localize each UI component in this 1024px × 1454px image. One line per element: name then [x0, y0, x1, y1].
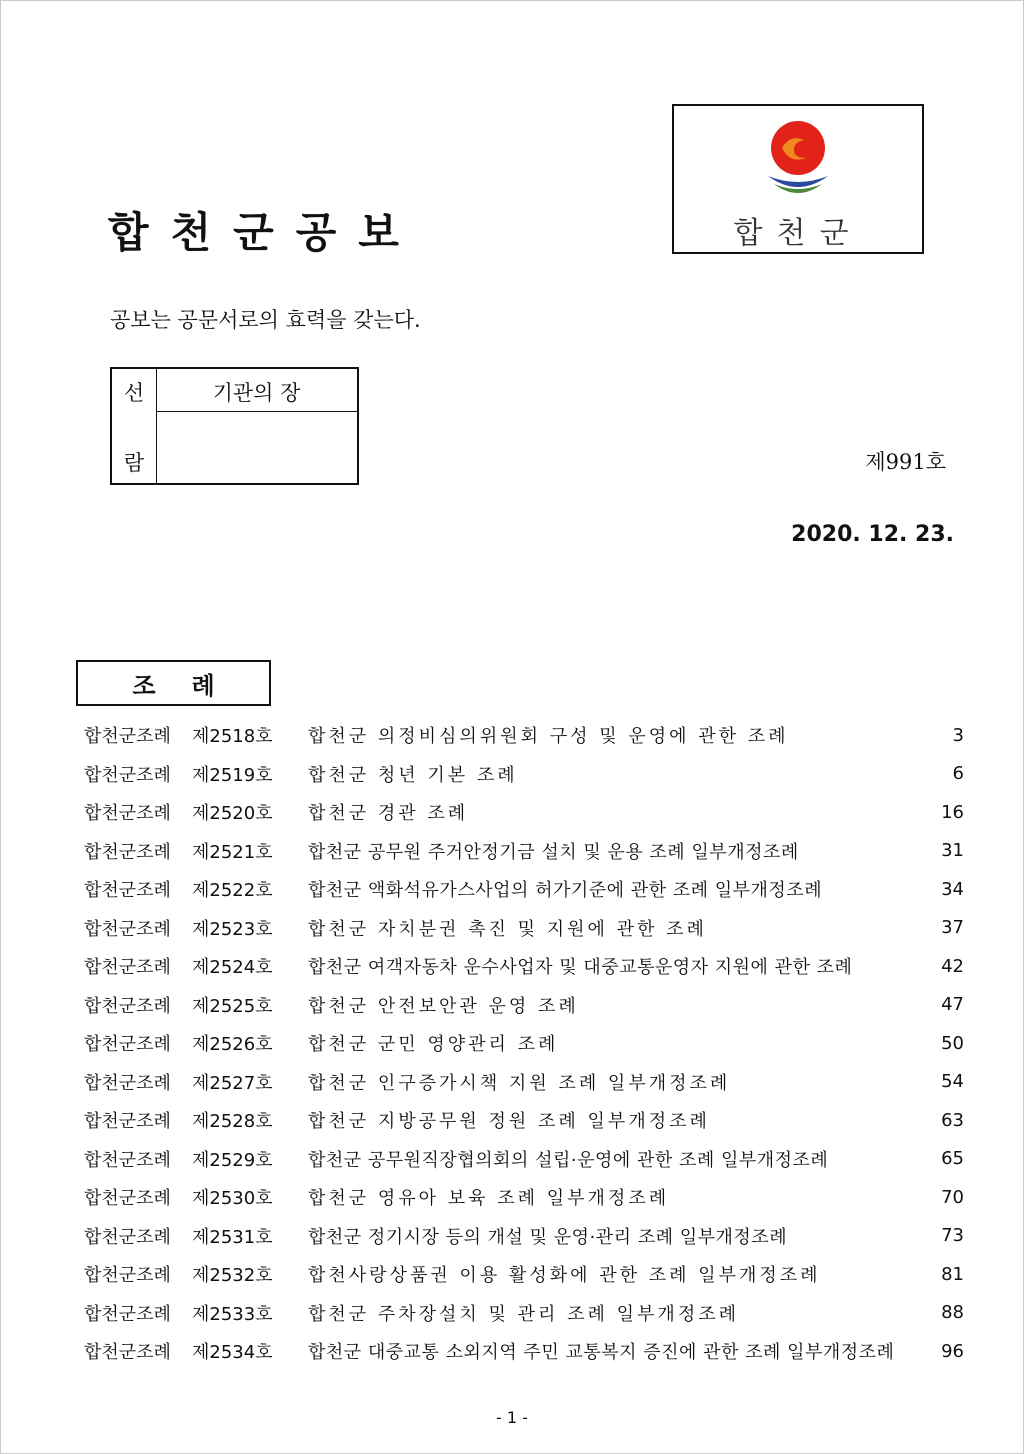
ordinance-number: 제2523호: [192, 918, 273, 940]
ordinance-code: 합천군조례: [84, 726, 171, 748]
page-title: 합천군공보: [108, 208, 421, 257]
ordinance-title: 합천군 영유아 보육 조례 일부개정조례: [308, 1188, 670, 1210]
ordinance-page: 81: [941, 1263, 964, 1285]
ordinance-code: 합천군조례: [84, 1072, 171, 1094]
issue-number: 제991호: [865, 450, 946, 474]
hapcheon-emblem-icon: [760, 118, 836, 198]
ordinance-title: 합천군 청년 기본 조례: [308, 764, 518, 786]
ordinance-number: 제2521호: [192, 841, 273, 863]
ordinance-title: 합천군 공무원 주거안정기금 설치 및 운용 조례 일부개정조례: [308, 841, 799, 863]
review-row-divider: [156, 411, 357, 412]
ordinance-page: 6: [952, 763, 964, 785]
ordinance-title: 합천군 주차장설치 및 관리 조례 일부개정조례: [308, 1303, 739, 1325]
ordinance-number: 제2531호: [192, 1226, 273, 1248]
ordinance-page: 47: [941, 994, 964, 1016]
ordinance-code: 합천군조례: [84, 1188, 171, 1210]
ordinance-page: 63: [941, 1109, 964, 1131]
list-item: [84, 1024, 964, 1063]
ordinance-title: 합천군 여객자동차 운수사업자 및 대중교통운영자 지원에 관한 조례: [308, 957, 853, 979]
list-item: [84, 832, 964, 871]
list-item: [84, 1140, 964, 1179]
list-item: [84, 1101, 964, 1140]
list-item: [84, 870, 964, 909]
ordinance-page: 16: [941, 801, 964, 823]
ordinance-number: 제2527호: [192, 1072, 273, 1094]
ordinance-code: 합천군조례: [84, 1303, 171, 1325]
ordinance-list: [84, 716, 964, 1371]
review-label-top: 선: [123, 381, 145, 405]
ordinance-code: 합천군조례: [84, 1342, 171, 1364]
ordinance-page: 3: [952, 724, 964, 746]
section-heading: 조례: [76, 660, 271, 706]
ordinance-title: 합천군 안전보안관 운영 조례: [308, 995, 579, 1017]
ordinance-page: 37: [941, 917, 964, 939]
ordinance-title: 합천군 군민 영양관리 조례: [308, 1034, 559, 1056]
ordinance-code: 합천군조례: [84, 1034, 171, 1056]
ordinance-number: 제2518호: [192, 726, 273, 748]
list-item: [84, 1217, 964, 1256]
footer-page-number: - 1 -: [496, 1408, 528, 1427]
ordinance-number: 제2530호: [192, 1188, 273, 1210]
ordinance-code: 합천군조례: [84, 1226, 171, 1248]
issue-date: 2020. 12. 23.: [791, 522, 954, 547]
ordinance-number: 제2520호: [192, 803, 273, 825]
ordinance-code: 합천군조례: [84, 918, 171, 940]
ordinance-code: 합천군조례: [84, 841, 171, 863]
subtitle: 공보는 공문서로의 효력을 갖는다.: [110, 308, 421, 332]
ordinance-page: 34: [941, 878, 964, 900]
list-item: [84, 755, 964, 794]
ordinance-title: 합천군 경관 조례: [308, 803, 469, 825]
ordinance-title: 합천군 의정비심의위원회 구성 및 운영에 관한 조례: [308, 726, 789, 748]
ordinance-number: 제2534호: [192, 1342, 273, 1364]
ordinance-code: 합천군조례: [84, 803, 171, 825]
ordinance-number: 제2526호: [192, 1034, 273, 1056]
ordinance-page: 31: [941, 840, 964, 862]
ordinance-code: 합천군조례: [84, 1149, 171, 1171]
logo-text: 합천군: [733, 216, 863, 251]
list-item: [84, 716, 964, 755]
list-item: [84, 947, 964, 986]
ordinance-code: 합천군조례: [84, 1265, 171, 1287]
hapcheon-logo: [672, 104, 924, 254]
ordinance-number: 제2522호: [192, 880, 273, 902]
ordinance-number: 제2525호: [192, 995, 273, 1017]
ordinance-page: 88: [941, 1302, 964, 1324]
review-label-bottom: 람: [123, 451, 145, 475]
ordinance-page: 54: [941, 1071, 964, 1093]
ordinance-title: 합천군 액화석유가스사업의 허가기준에 관한 조례 일부개정조례: [308, 880, 823, 902]
ordinance-title: 합천군 자치분권 촉진 및 지원에 관한 조례: [308, 918, 707, 940]
ordinance-page: 73: [941, 1225, 964, 1247]
list-item: [84, 1178, 964, 1217]
list-item: [84, 1294, 964, 1333]
ordinance-code: 합천군조례: [84, 1111, 171, 1133]
ordinance-page: 70: [941, 1186, 964, 1208]
ordinance-number: 제2532호: [192, 1265, 273, 1287]
ordinance-code: 합천군조례: [84, 957, 171, 979]
list-item: [84, 1255, 964, 1294]
list-item: [84, 1332, 964, 1371]
ordinance-page: 50: [941, 1032, 964, 1054]
list-item: [84, 909, 964, 948]
ordinance-code: 합천군조례: [84, 995, 171, 1017]
ordinance-code: 합천군조례: [84, 880, 171, 902]
ordinance-page: 65: [941, 1148, 964, 1170]
ordinance-title: 합천군 정기시장 등의 개설 및 운영·관리 조례 일부개정조례: [308, 1226, 788, 1248]
ordinance-number: 제2519호: [192, 764, 273, 786]
ordinance-title: 합천군 공무원직장협의회의 설립·운영에 관한 조례 일부개정조례: [308, 1149, 829, 1171]
ordinance-number: 제2533호: [192, 1303, 273, 1325]
list-item: [84, 1063, 964, 1102]
ordinance-number: 제2528호: [192, 1111, 273, 1133]
ordinance-title: 합천군 지방공무원 정원 조례 일부개정조례: [308, 1111, 710, 1133]
ordinance-title: 합천군 대중교통 소외지역 주민 교통복지 증진에 관한 조례 일부개정조례: [308, 1342, 895, 1364]
ordinance-title: 합천사랑상품권 이용 활성화에 관한 조례 일부개정조례: [308, 1265, 821, 1287]
review-table: [110, 367, 359, 485]
list-item: [84, 986, 964, 1025]
review-header: 기관의 장: [212, 381, 301, 405]
ordinance-code: 합천군조례: [84, 764, 171, 786]
ordinance-title: 합천군 인구증가시책 지원 조례 일부개정조례: [308, 1072, 731, 1094]
list-item: [84, 793, 964, 832]
ordinance-number: 제2529호: [192, 1149, 273, 1171]
ordinance-number: 제2524호: [192, 957, 273, 979]
ordinance-page: 42: [941, 955, 964, 977]
ordinance-page: 96: [941, 1340, 964, 1362]
